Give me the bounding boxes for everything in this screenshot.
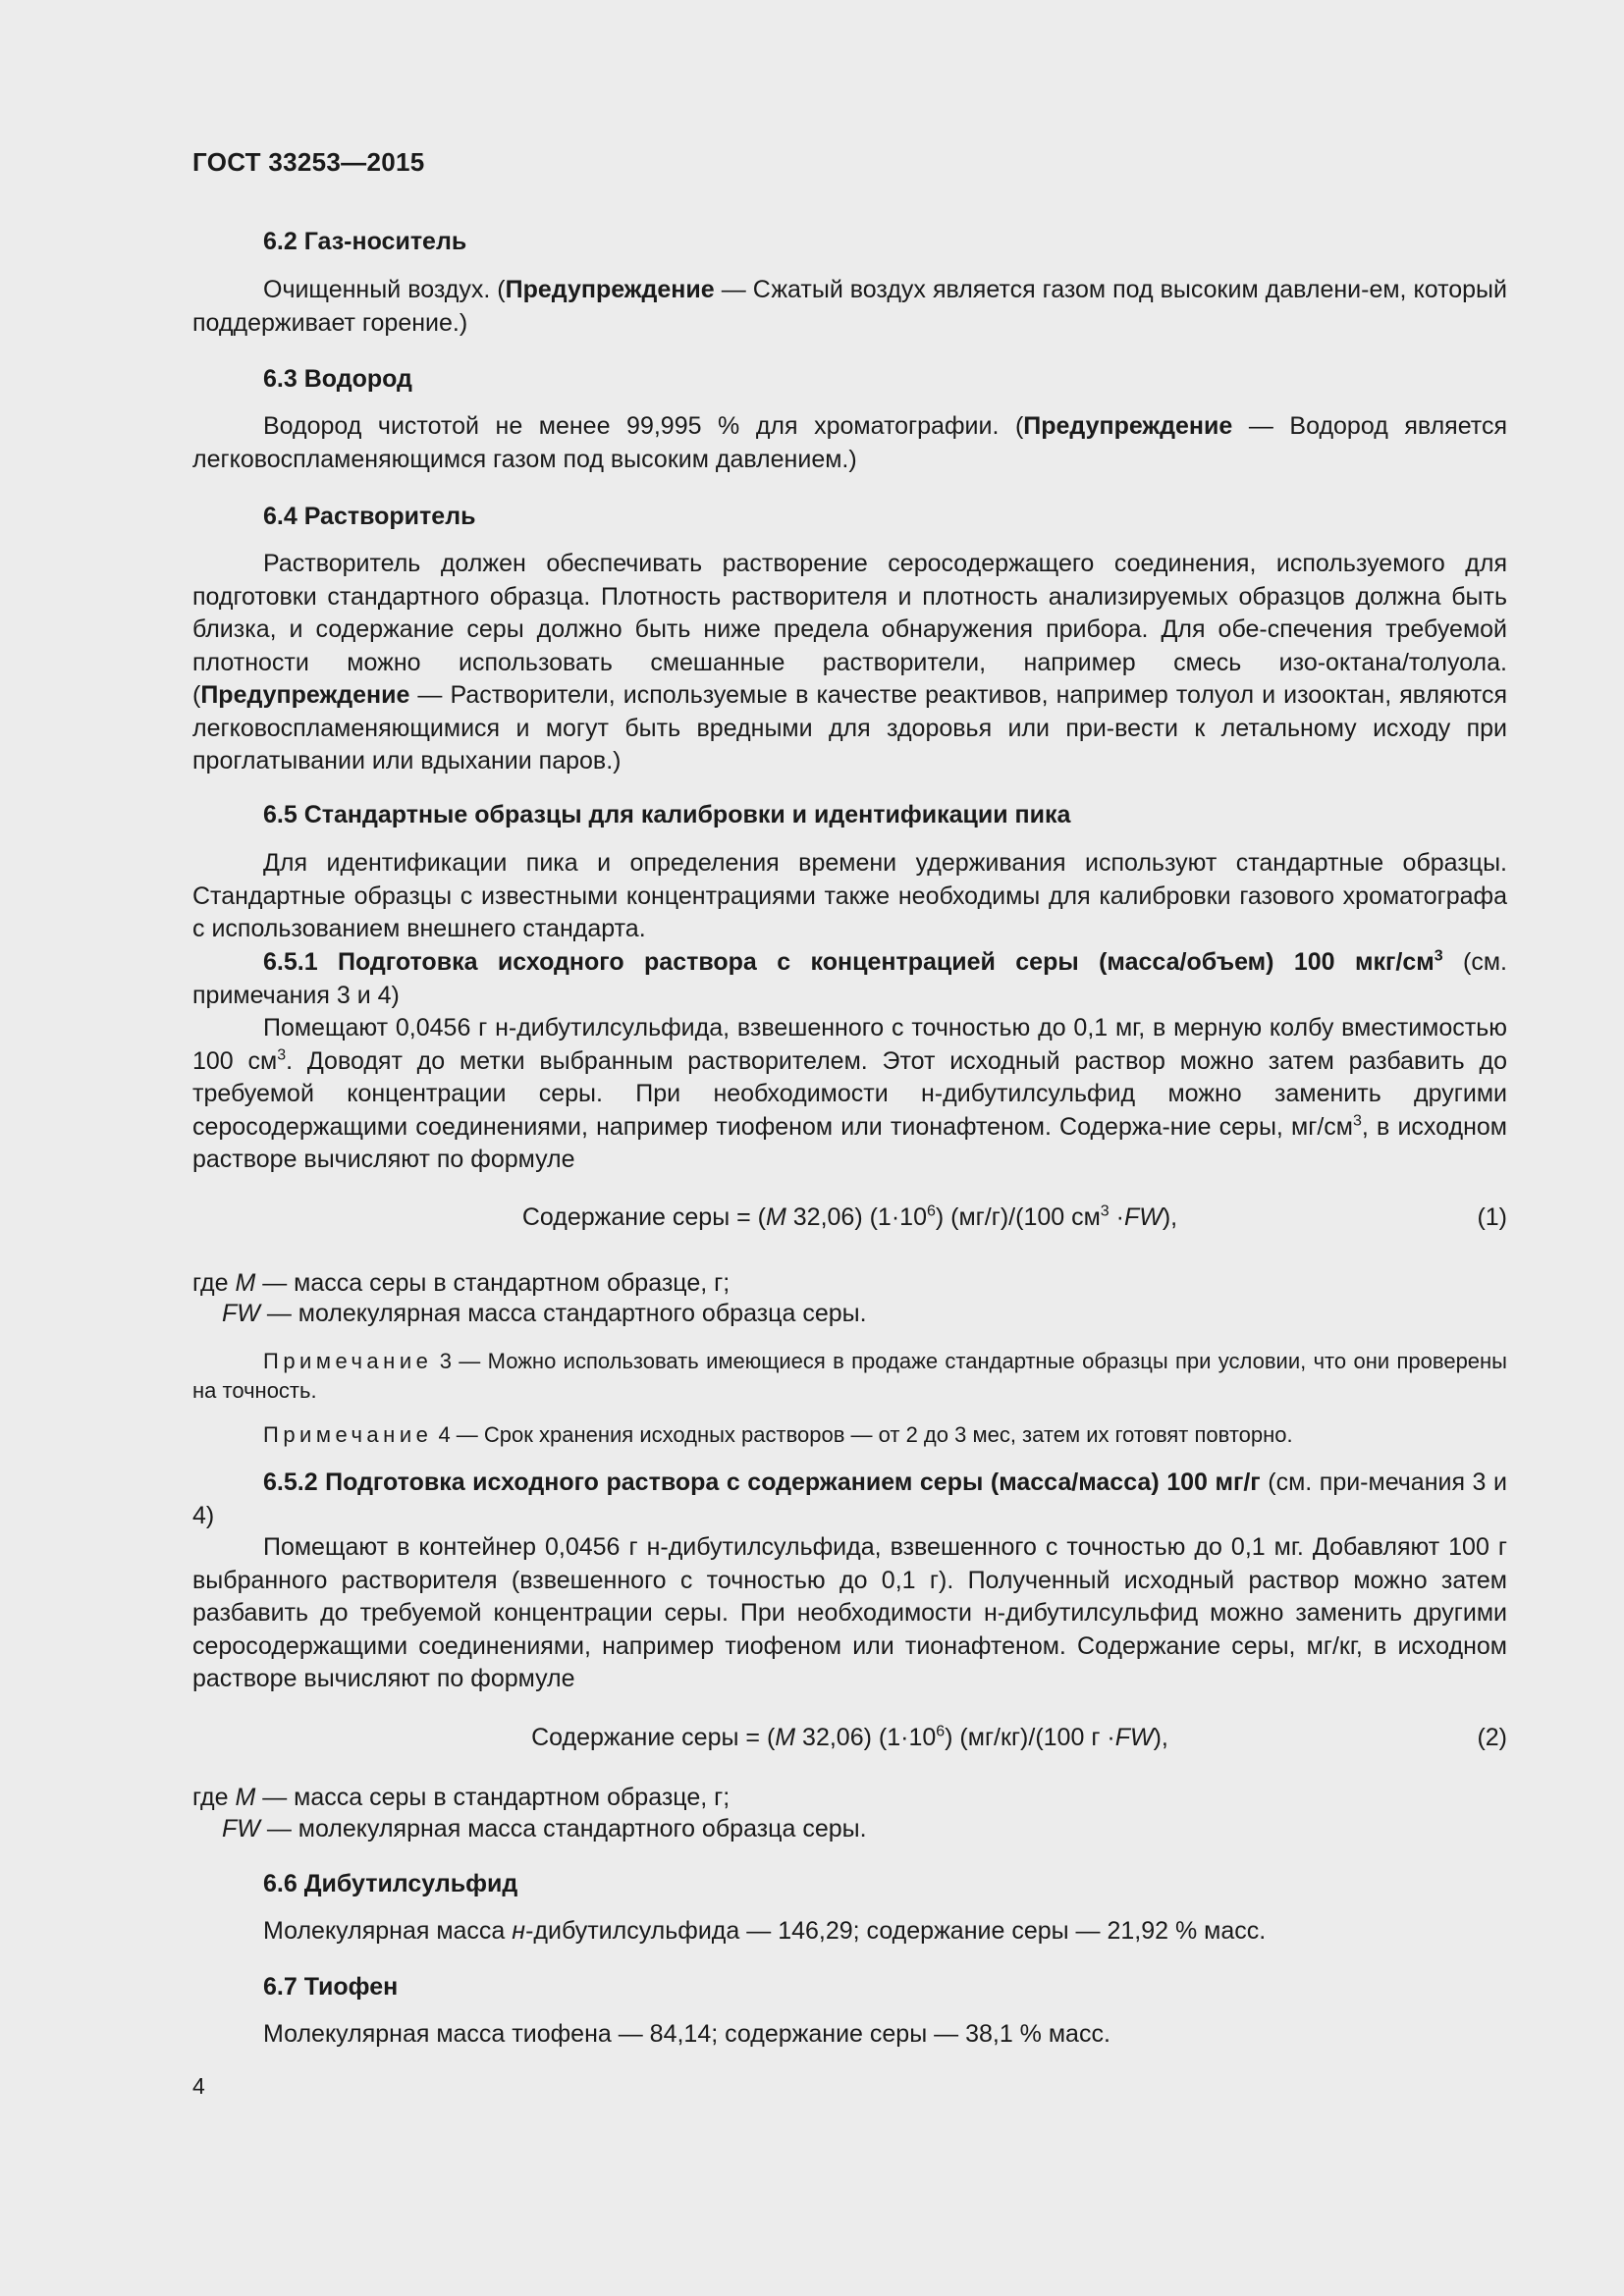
section-6-5-1-heading: 6.5.1 Подготовка исходного раствора с концентрацией серы (масса/объем) 100 мкг/$см^3$ (см. примечания 3 и 4) bbox=[192, 947, 1507, 1009]
section-6-3-paragraph: Водород чистотой не менее 99,995 % для хроматографии. (Предупреждение — Водород является легковоспламеняющимся газом под высоким давлением.) bbox=[192, 412, 1507, 473]
formula-1-where-m: где M — масса серы в стандартном образце, г; bbox=[192, 1269, 731, 1297]
note-3: Примечание 3 — Можно использовать имеющиеся в продаже стандартные образцы при условии, что они проверены на точность. bbox=[192, 1349, 1507, 1403]
note-4: Примечание 4 — Срок хранения исходных растворов — от 2 до 3 мес, затем их готовят повторно. bbox=[263, 1422, 1293, 1447]
section-6-5-1-paragraph: Помещают 0,0456 г н-дибутилсульфида, взвешенного с точностью до 0,1 мг, в мерную колбу вместимостью 100 $см^3$. Доводят до метки выбранным растворителем. Этот исходный раствор можно затем разбавить до требуемой концентрации серы. При необходимости н-дибутилсульфид можно заменить другими серосодержащими соединениями, например тиофеном или тионафтеном. Содержа-ние серы, $мг/см^3$, в исходном растворе вычисляют по формуле bbox=[192, 1014, 1507, 1173]
formula-2-number: (2) bbox=[1477, 1724, 1507, 1751]
section-6-3-heading: 6.3 Водород bbox=[263, 365, 412, 393]
formula-1: Содержание серы = (M 32,06) $(1\cdot 10^6)$ (мг/г)/(100 $см^3 \cdot FW$), bbox=[521, 1202, 1178, 1231]
section-6-6-heading: 6.6 Дибутилсульфид bbox=[263, 1870, 518, 1897]
section-6-6-paragraph: Молекулярная масса н-дибутилсульфида — 146,29; содержание серы — 21,92 % масс. bbox=[263, 1917, 1267, 1945]
section-6-5-heading: 6.5 Стандартные образцы для калибровки и идентификации пика bbox=[263, 801, 1071, 828]
section-6-2-paragraph: Очищенный воздух. (Предупреждение — Сжатый воздух является газом под высоким давлени-ем, который поддерживает горение.) bbox=[192, 276, 1507, 337]
section-6-5-paragraph: Для идентификации пика и определения времени удерживания используют стандартные образцы. Стандартные образцы с известными концентрациями также необходимы для калибровки газового хроматографа с использованием внешнего стандарта. bbox=[192, 849, 1507, 942]
section-6-5-2-paragraph: Помещают в контейнер 0,0456 г н-дибутилсульфида, взвешенного с точностью до 0,1 мг. Добавляют 100 г выбранного растворителя (взвешенного с точностью до 0,1 г). Полученный исходный раствор можно затем разбавить до требуемой концентрации серы. При необходимости н-дибутилсульфид можно заменить другими серосодержащими соединениями, например тиофеном или тионафтеном. Содержание серы, мг/кг, в исходном растворе вычисляют по формуле bbox=[192, 1533, 1507, 1692]
formula-2: Содержание серы = (M 32,06) $(1\cdot 10^6)$ (мг/кг)/(100 г ·FW), bbox=[531, 1723, 1168, 1751]
section-6-4-paragraph: Растворитель должен обеспечивать растворение серосодержащего соединения, используемого для подготовки стандартного образца. Плотность растворителя и плотность анализируемых образцов должна быть близка, и содержание серы должно быть ниже предела обнаружения прибора. Для обе-спечения требуемой плотности можно использовать смешанные растворители, например смесь изо-октана/толуола. (Предупреждение — Растворители, используемые в качестве реактивов, например толуол и изооктан, являются легковоспламеняющимися и могут быть вредными для здоровья или при-вести к летальному исходу при проглатывании или вдыхании паров.) bbox=[192, 550, 1507, 774]
section-6-5-2-heading: 6.5.2 Подготовка исходного раствора с содержанием серы (масса/масса) 100 мг/г (см. при-мечания 3 и 4) bbox=[192, 1468, 1507, 1529]
formula-2-where-fw: FW — молекулярная масса стандартного образца серы. bbox=[222, 1815, 867, 1842]
formula-1-number: (1) bbox=[1477, 1203, 1507, 1231]
formula-2-where-m: где M — масса серы в стандартном образце, г; bbox=[192, 1784, 731, 1811]
document-id-header: ГОСТ 33253—2015 bbox=[192, 147, 425, 177]
section-6-4-heading: 6.4 Растворитель bbox=[263, 503, 476, 530]
formula-1-where-fw: FW — молекулярная масса стандартного образца серы. bbox=[222, 1300, 867, 1327]
page-number: 4 bbox=[192, 2073, 205, 2099]
section-6-2-heading: 6.2 Газ-носитель bbox=[263, 228, 467, 255]
section-6-7-paragraph: Молекулярная масса тиофена — 84,14; содержание серы — 38,1 % масс. bbox=[263, 2020, 1110, 2048]
section-6-7-heading: 6.7 Тиофен bbox=[263, 1973, 399, 2001]
